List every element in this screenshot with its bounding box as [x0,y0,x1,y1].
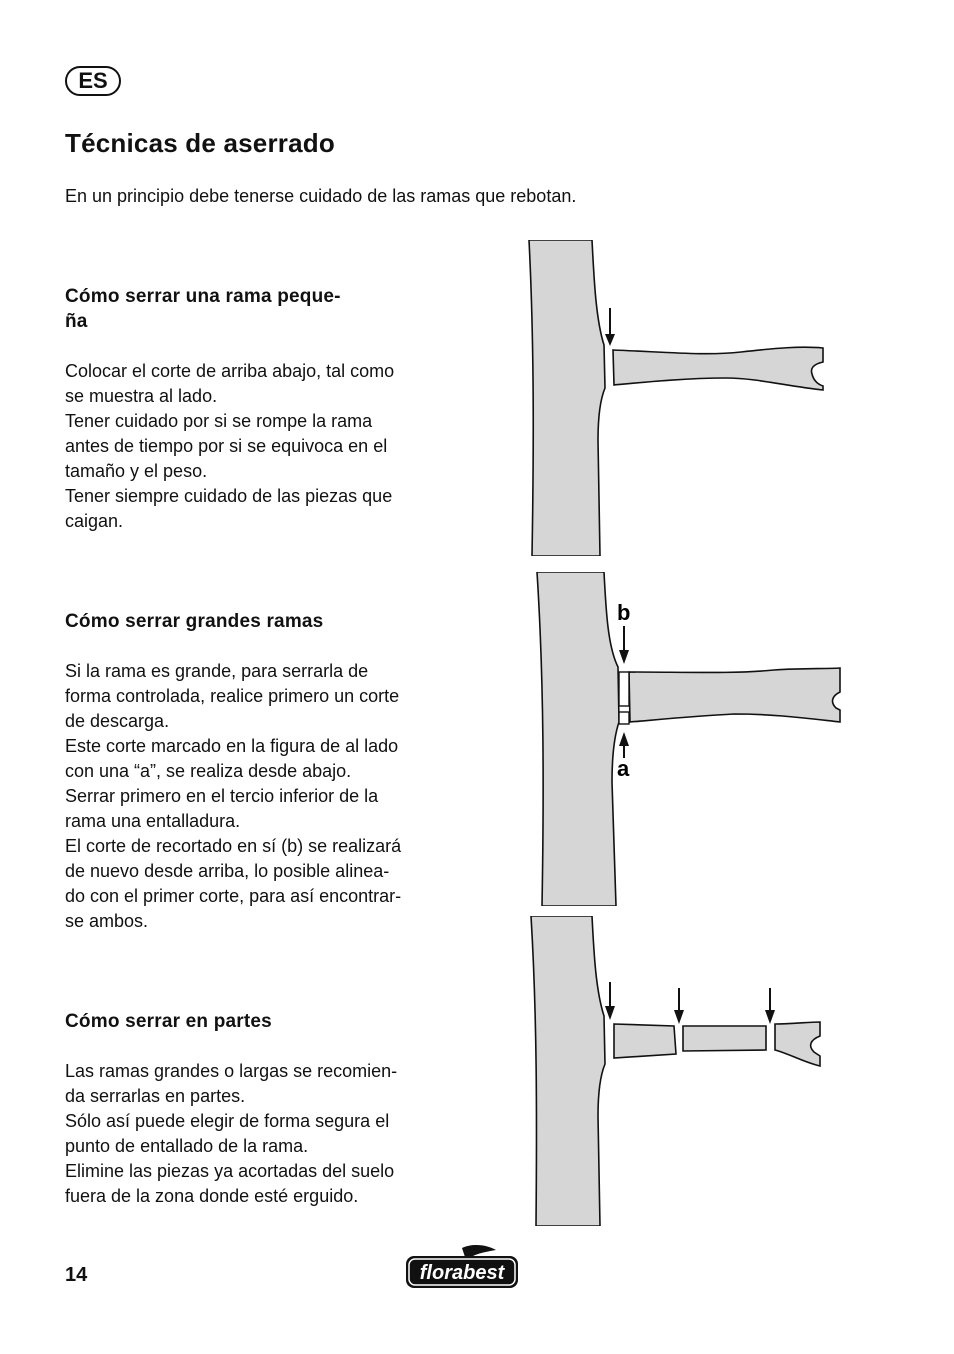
tree-trunk [529,240,605,556]
heading-line: Cómo serrar en partes [65,1011,272,1032]
section-heading-in-parts [65,1009,445,1034]
body-line: forma controlada, realice primero un corte [65,686,400,706]
branch [629,668,840,722]
cut-label-a: a [617,756,630,781]
intro-text: En un principio debe tenerse cuidado de las ramas que rebotan. [65,186,577,206]
language-badge: ES [65,66,121,96]
arrow-up-icon [619,732,629,746]
branch [613,347,823,390]
body-line: Las ramas grandes o largas se recomien- [65,1061,398,1081]
body-line: se ambos. [65,911,149,931]
page-title: Técnicas de aserrado [65,128,335,158]
body-line: de nuevo desde arriba, lo posible alinea- [65,861,390,881]
cut-label-b: b [617,600,631,625]
body-line: antes de tiempo por si se equivoca en el [65,436,388,456]
body-line: caigan. [65,511,124,531]
body-line: da serrarlas en partes. [65,1086,246,1106]
florabest-logo [404,1244,522,1295]
branch-piece [614,1024,676,1058]
body-line: Si la rama es grande, para serrarla de [65,661,369,681]
heading-line: ña [65,311,88,332]
section-heading-large-branch [65,609,445,634]
figure-large-branch-cut [534,572,842,906]
tree-trunk [537,572,619,906]
body-line: Tener cuidado por si se rompe la rama [65,411,373,431]
branch-piece [683,1026,766,1051]
figure-cut-in-parts [528,916,822,1226]
section-body-in-parts [65,1059,457,1209]
tree-trunk [531,916,605,1226]
arrow-down-icon [605,1006,615,1020]
section-heading-small-branch [65,284,445,334]
arrow-down-icon [605,334,615,346]
body-line: punto de entallado de la rama. [65,1136,309,1156]
branch-piece [775,1022,820,1066]
cut-gap [619,672,629,706]
body-line: con una “a”, se realiza desde abajo. [65,761,352,781]
body-line: do con el primer corte, para así encontrar- [65,886,402,906]
body-line: tamaño y el peso. [65,461,208,481]
body-line: Tener siempre cuidado de las piezas que [65,486,393,506]
body-line: Elimine las piezas ya acortadas del suelo [65,1161,395,1181]
body-line: rama una entalladura. [65,811,241,831]
heading-line: Cómo serrar grandes ramas [65,611,324,632]
body-line: fuera de la zona donde esté erguido. [65,1186,359,1206]
page-number: 14 [65,1264,88,1286]
body-line: Serrar primero en el tercio inferior de la [65,786,379,806]
heading-line: Cómo serrar una rama peque- [65,286,341,307]
logo-text: florabest [419,1262,505,1284]
body-line: de descarga. [65,711,170,731]
body-line: El corte de recortado en sí (b) se realizará [65,836,402,856]
section-body-large-branch [65,659,457,934]
section-body-small-branch [65,359,457,534]
arrow-down-icon [765,1010,775,1024]
body-line: Colocar el corte de arriba abajo, tal como [65,361,395,381]
body-line: Sólo así puede elegir de forma segura el [65,1111,390,1131]
cut-gap [619,712,629,724]
arrow-down-icon [674,1010,684,1024]
figure-small-branch-cut [526,240,826,556]
body-line: Este corte marcado en la figura de al lado [65,736,399,756]
arrow-down-icon [619,650,629,664]
body-line: se muestra al lado. [65,386,218,406]
